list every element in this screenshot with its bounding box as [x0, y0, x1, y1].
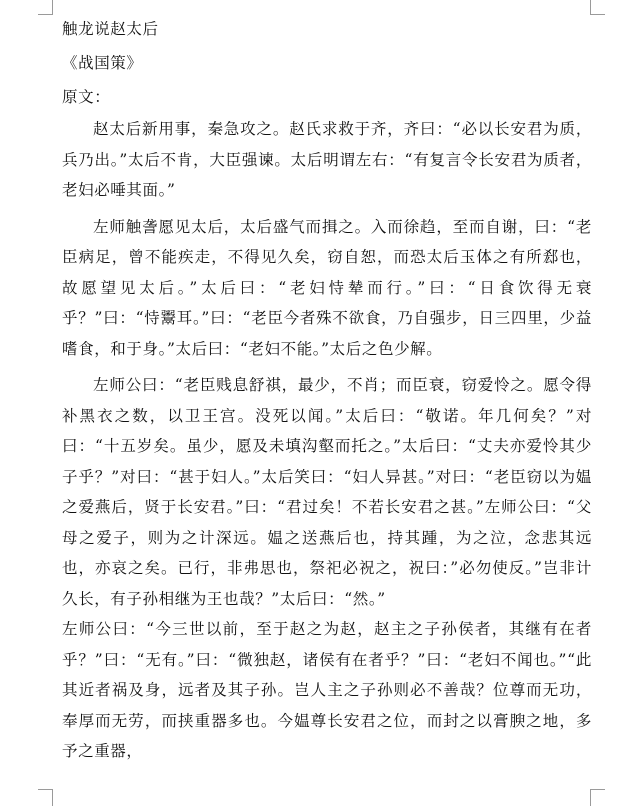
section-label: 原文： [62, 88, 111, 106]
crop-mark-bottom-right [590, 789, 605, 806]
document-source: 《战国策》 [62, 54, 143, 72]
crop-mark-bottom-left [38, 789, 53, 806]
crop-mark-top-left [38, 0, 53, 15]
paragraph-1: 赵太后新用事，秦急攻之。赵氏求救于齐，齐曰：“必以长安君为质，兵乃出。”太后不肯，大臣强谏。太后明谓左右：“有复言令长安君为质者，老妇必唾其面。” [62, 120, 592, 199]
document-title: 触龙说赵太后 [62, 20, 159, 38]
paragraph-2: 左师触詟愿见太后，太后盛气而揖之。入而徐趋，至而自谢，曰：“老臣病足，曾不能疾走，不得见久矣，窃自恕，而恐太后玉体之有所郄也，故愿望见太后。”太后曰：“老妇恃辇而行。”曰：“日食饮得无衰乎？”曰：“恃鬻耳。”曰：“老臣今者殊不欲食，乃自强步，日三四里，少益嗜食，和于身。”太后曰：“老妇不能。”太后之色少解。 [62, 217, 592, 358]
crop-mark-top-right [590, 0, 605, 15]
paragraph-4: 左师公曰：“今三世以前，至于赵之为赵，赵主之子孙侯者，其继有在者乎？”曰：“无有。”曰：“微独赵，诸侯有在者乎？”曰：“老妇不闻也。”“此其近者祸及身，远者及其子孙。岂人主之子孙则必不善哉？位尊而无功，奉厚而无劳，而挟重器多也。今媪尊长安君之位，而封之以膏腴之地，多予之重器， [62, 620, 592, 760]
document-body[interactable] [62, 12, 592, 767]
paragraph-3: 左师公曰：“老臣贱息舒祺，最少，不肖；而臣衰，窃爱怜之。愿令得补黑衣之数，以卫王宫。没死以闻。”太后曰：“敬诺。年几何矣？”对曰：“十五岁矣。虽少，愿及未填沟壑而托之。”太后曰：“丈夫亦爱怜其少子乎？”对曰：“甚于妇人。”太后笑曰：“妇人异甚。”对曰：“老臣窃以为媪之爱燕后，贤于长安君。”曰：“君过矣！不若长安君之甚。”左师公曰：“父母之爱子，则为之计深远。媪之送燕后也，持其踵，为之泣，念悲其远也，亦哀之矣。已行，非弗思也，祭祀必祝之，祝曰：”必勿使反。”岂非计久长，有子孙相继为王也哉？”太后曰：“然。” [62, 376, 592, 608]
